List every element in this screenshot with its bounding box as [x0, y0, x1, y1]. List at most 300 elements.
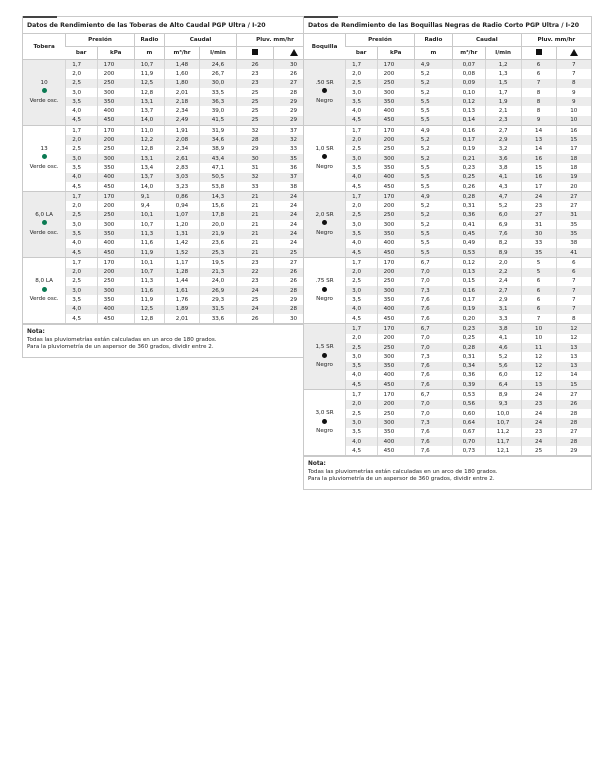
table-cell: 21	[237, 239, 274, 248]
table-cell: 0,25	[453, 173, 486, 182]
table-row	[304, 390, 591, 400]
table-cell: 7,6	[414, 305, 452, 314]
table-cell: 31	[237, 163, 274, 172]
table-note	[23, 324, 313, 356]
table-cell: 33,5	[199, 88, 236, 97]
table-cell: 6,9	[485, 220, 521, 229]
nozzle-name: 13	[40, 145, 48, 152]
table-cell: 4,0	[346, 305, 378, 314]
unit-lmin: l/min	[199, 47, 236, 60]
table-row	[304, 409, 591, 418]
table-cell: 12,8	[134, 314, 164, 324]
table-cell: 31	[521, 220, 556, 229]
table-cell: 300	[97, 286, 134, 295]
nozzle-name: .75 SR	[315, 278, 334, 285]
table-cell: 450	[97, 116, 134, 126]
table-cell: 4,0	[66, 173, 97, 182]
table-cell: 43,4	[199, 154, 236, 163]
flow-header: Caudal	[453, 34, 522, 47]
table-cell: 300	[97, 88, 134, 97]
table-cell: 12,8	[134, 145, 164, 154]
table-row	[304, 116, 591, 126]
unit-kpa: kPa	[377, 47, 414, 60]
table-cell: 2,5	[66, 277, 97, 286]
table-cell: 12	[521, 371, 556, 380]
table-cell: 300	[377, 154, 414, 163]
table-cell: 29	[274, 97, 313, 106]
table-row	[304, 428, 591, 437]
table-cell: 7	[556, 305, 591, 314]
note-line: Todas las pluviometrías están calculadas en un arco de 180 grados.	[308, 468, 498, 475]
nozzle-color-dot-icon	[42, 154, 47, 159]
table-cell: 1,31	[165, 229, 200, 238]
nozzle-color-dot-icon	[42, 287, 47, 292]
triangle-icon	[570, 49, 578, 56]
nozzle-color-dot-icon	[42, 88, 47, 93]
table-cell: 2,18	[165, 97, 200, 106]
nozzle-model-cell	[304, 258, 346, 324]
table-cell: 6	[521, 295, 556, 304]
table-cell: 23	[237, 79, 274, 88]
table-row	[23, 173, 313, 182]
table-cell: 12,8	[134, 88, 164, 97]
table-cell: 3,8	[485, 324, 521, 334]
table-cell: 7,6	[414, 437, 452, 446]
table-cell: 350	[377, 97, 414, 106]
table-row	[23, 135, 313, 144]
table-cell: 2,61	[165, 154, 200, 163]
table-cell: 11,9	[134, 248, 164, 258]
table-cell: 350	[377, 362, 414, 371]
table-cell: 2,0	[346, 334, 378, 343]
table-cell: 4,5	[346, 380, 378, 390]
nozzle-name: 1,5 SR	[315, 344, 334, 351]
table-cell: 4,0	[346, 437, 378, 446]
table-cell: 300	[97, 154, 134, 163]
table-cell: 16	[521, 154, 556, 163]
table-cell: 2,0	[66, 268, 97, 277]
table-cell: 13	[556, 352, 591, 361]
table-row	[304, 248, 591, 258]
table-cell: 3,03	[165, 173, 200, 182]
table-cell: 0,49	[453, 239, 486, 248]
table-cell: 23	[521, 428, 556, 437]
table-cell: 30	[274, 314, 313, 324]
nozzle-color-dot-wrap	[304, 219, 345, 230]
table-cell: 5,5	[414, 229, 452, 238]
table-cell: 2,5	[346, 145, 378, 154]
table-cell: 1,28	[165, 268, 200, 277]
table-cell: 0,94	[165, 201, 200, 210]
table-cell: 450	[377, 446, 414, 456]
table-cell: 11,2	[485, 428, 521, 437]
table-cell: 0,28	[453, 343, 486, 352]
table-cell: 13	[556, 343, 591, 352]
table-cell: 6,4	[485, 380, 521, 390]
table-cell: 13	[556, 362, 591, 371]
table-cell: 53,8	[199, 182, 236, 192]
nozzle-color-dot-wrap	[304, 418, 345, 429]
table-cell: 0,23	[453, 163, 486, 172]
table-row	[304, 418, 591, 427]
table-cell: 7,0	[414, 400, 452, 409]
nozzle-color-dot-wrap	[304, 352, 345, 363]
table-row	[304, 211, 591, 220]
table-cell: 27	[556, 390, 591, 400]
table-cell: 28	[274, 88, 313, 97]
nozzle-model-cell	[304, 60, 346, 126]
table-cell: 2,2	[485, 268, 521, 277]
table-cell: 21	[237, 229, 274, 238]
table-cell: 8	[556, 314, 591, 324]
table-cell: 7	[556, 60, 591, 70]
table-row	[23, 277, 313, 286]
table-cell: 200	[97, 268, 134, 277]
table-cell: 1,5	[485, 79, 521, 88]
table-cell: 6,7	[414, 390, 452, 400]
table-cell: 300	[97, 220, 134, 229]
table-cell: 0,16	[453, 126, 486, 136]
table-cell: 200	[377, 334, 414, 343]
table-cell: 14,0	[134, 182, 164, 192]
table-row	[304, 314, 591, 324]
table-cell: 0,23	[453, 324, 486, 334]
table-cell: 250	[377, 343, 414, 352]
note-line: Para la pluviometría de un aspersor de 360 grados, dividir entre 2.	[27, 344, 214, 351]
table-cell: 27	[556, 192, 591, 202]
table-cell: 5,2	[414, 211, 452, 220]
nozzle-model-cell	[304, 390, 346, 456]
table-cell: 7,3	[414, 352, 452, 361]
table-row	[304, 97, 591, 106]
table-cell: 3,0	[346, 352, 378, 361]
unit-m: m	[134, 47, 164, 60]
performance-table	[23, 34, 313, 324]
table-cell: 4,5	[66, 314, 97, 324]
table-cell: 17,8	[199, 211, 236, 220]
table-cell: 7,3	[414, 418, 452, 427]
table-cell: 7,6	[414, 371, 452, 380]
units-row	[304, 47, 591, 60]
table-cell: 14	[556, 371, 591, 380]
title-accent-rule	[23, 16, 57, 18]
table-cell: 21	[237, 248, 274, 258]
table-cell: 10,7	[134, 220, 164, 229]
table-cell: 2,5	[346, 343, 378, 352]
note-title: Nota:	[308, 461, 326, 468]
table-row	[23, 248, 313, 258]
table-cell: 170	[377, 258, 414, 268]
square-spacing-header	[521, 47, 556, 60]
table-cell: 1,44	[165, 277, 200, 286]
table-cell: 350	[377, 295, 414, 304]
table-cell: 0,15	[453, 277, 486, 286]
table-cell: 25	[274, 248, 313, 258]
nozzle-color-label: Negro	[316, 428, 333, 435]
table-cell: 6,7	[414, 324, 452, 334]
table-cell: 3,1	[485, 305, 521, 314]
table-row	[304, 220, 591, 229]
table-cell: 5,5	[414, 163, 452, 172]
table-cell: 8,2	[485, 239, 521, 248]
table-row	[23, 60, 313, 70]
table-cell: 50,5	[199, 173, 236, 182]
table-cell: 7,6	[414, 314, 452, 324]
table-row	[304, 201, 591, 210]
table-row	[304, 334, 591, 343]
table-cell: 450	[97, 182, 134, 192]
table-cell: 27	[521, 211, 556, 220]
table-row	[304, 400, 591, 409]
table-cell: 7,6	[414, 295, 452, 304]
nozzle-color-label: Negro	[316, 362, 333, 369]
table-cell: 350	[377, 428, 414, 437]
table-row	[23, 163, 313, 172]
table-cell: 23	[237, 277, 274, 286]
table-cell: 6,0	[485, 211, 521, 220]
table-cell: 0,19	[453, 305, 486, 314]
table-cell: 6	[556, 268, 591, 277]
table-cell: 3,5	[66, 229, 97, 238]
table-cell: 4,0	[66, 106, 97, 115]
table-cell: 12	[521, 362, 556, 371]
table-cell: 28	[556, 418, 591, 427]
table-cell: 450	[377, 314, 414, 324]
table-cell: 9	[521, 116, 556, 126]
table-cell: 20	[556, 182, 591, 192]
table-cell: 2,0	[66, 201, 97, 210]
table-cell: 26	[237, 60, 274, 70]
table-cell: 24	[521, 390, 556, 400]
table-cell: 3,5	[66, 163, 97, 172]
table-cell: 5,2	[485, 352, 521, 361]
table-row	[304, 305, 591, 314]
table-cell: 1,80	[165, 79, 200, 88]
table-row	[304, 437, 591, 446]
nozzle-color-label: Verde osc.	[29, 229, 59, 236]
unit-bar: bar	[346, 47, 378, 60]
table-cell: 8	[521, 97, 556, 106]
table-cell: 3,6	[485, 154, 521, 163]
unit-m3: m³/hr	[453, 47, 486, 60]
table-cell: 3,8	[485, 163, 521, 172]
table-cell: 22	[237, 268, 274, 277]
table-cell: 4,3	[485, 182, 521, 192]
table-cell: 24	[521, 192, 556, 202]
table-cell: 1,07	[165, 211, 200, 220]
table-cell: 24	[274, 229, 313, 238]
header-row	[304, 34, 591, 47]
table-cell: 0,16	[453, 286, 486, 295]
nozzle-name: 2,0 SR	[315, 211, 334, 218]
table-cell: 24	[521, 437, 556, 446]
table-cell: 29	[237, 145, 274, 154]
nozzle-model-cell	[23, 126, 66, 192]
table-cell: 24,6	[199, 60, 236, 70]
table-row	[23, 79, 313, 88]
triangle-icon	[290, 49, 298, 56]
table-cell: 4,5	[346, 446, 378, 456]
table-cell: 7,0	[414, 277, 452, 286]
table-cell: 13,7	[134, 106, 164, 115]
table-cell: 11,3	[134, 277, 164, 286]
table-cell: 3,5	[346, 163, 378, 172]
table-cell: 5	[521, 258, 556, 268]
unit-kpa: kPa	[97, 47, 134, 60]
nozzle-color-dot-icon	[322, 220, 327, 225]
table-cell: 3,0	[346, 154, 378, 163]
table-cell: 1,20	[165, 220, 200, 229]
table-row	[304, 69, 591, 78]
table-cell: 15	[521, 163, 556, 172]
table-cell: 13	[521, 380, 556, 390]
table-note	[304, 456, 591, 488]
table-cell: 8	[556, 79, 591, 88]
table-cell: 250	[97, 211, 134, 220]
table-cell: 200	[377, 201, 414, 210]
table-row	[304, 163, 591, 172]
table-cell: 0,70	[453, 437, 486, 446]
square-spacing-header	[237, 47, 274, 60]
nozzle-color-dot-icon	[322, 287, 327, 292]
table-cell: 10,7	[134, 268, 164, 277]
table-cell: 26,7	[199, 69, 236, 78]
table-cell: 21	[237, 201, 274, 210]
table-cell: 2,01	[165, 314, 200, 324]
table-cell: 200	[377, 400, 414, 409]
table-cell: 250	[377, 409, 414, 418]
table-cell: 8	[521, 106, 556, 115]
table-cell: 9	[556, 88, 591, 97]
table-cell: 23	[521, 400, 556, 409]
table-cell: 1,7	[346, 324, 378, 334]
table-cell: 7,0	[414, 268, 452, 277]
unit-lmin: l/min	[485, 47, 521, 60]
square-icon	[536, 49, 542, 55]
table-cell: 0,25	[453, 334, 486, 343]
table-row	[23, 201, 313, 210]
table-cell: 47,1	[199, 163, 236, 172]
table-cell: 38	[274, 182, 313, 192]
table-cell: 12	[556, 334, 591, 343]
table-cell: 13,1	[134, 97, 164, 106]
table-cell: 4,9	[414, 60, 452, 70]
table-cell: 0,45	[453, 229, 486, 238]
table-cell: 2,5	[346, 409, 378, 418]
table-cell: 19	[556, 173, 591, 182]
table-cell: 1,48	[165, 60, 200, 70]
table-row	[304, 182, 591, 192]
table-cell: 0,31	[453, 201, 486, 210]
table-cell: 0,41	[453, 220, 486, 229]
table-cell: 10,7	[134, 60, 164, 70]
table-row	[23, 268, 313, 277]
table-cell: 5,5	[414, 106, 452, 115]
table-cell: 3,0	[346, 418, 378, 427]
table-cell: 1,7	[346, 60, 378, 70]
table-cell: 28	[274, 305, 313, 314]
nozzle-color-label: Negro	[316, 163, 333, 170]
table-cell: 250	[97, 145, 134, 154]
table-cell: 36	[274, 163, 313, 172]
table-cell: 250	[377, 211, 414, 220]
nozzle-color-label: Negro	[316, 229, 333, 236]
table-cell: 9	[556, 97, 591, 106]
table-cell: 170	[377, 126, 414, 136]
table-cell: 27	[274, 79, 313, 88]
table-cell: 450	[377, 182, 414, 192]
table-cell: 26	[274, 277, 313, 286]
table-cell: 24,0	[199, 277, 236, 286]
table-cell: 450	[97, 314, 134, 324]
table-cell: 2,9	[485, 135, 521, 144]
table-cell: 4,0	[66, 239, 97, 248]
table-cell: 34,6	[199, 135, 236, 144]
table-cell: 1,3	[485, 69, 521, 78]
table-cell: 200	[377, 69, 414, 78]
table-cell: 1,17	[165, 258, 200, 268]
table-row	[304, 286, 591, 295]
table-cell: 0,14	[453, 116, 486, 126]
performance-table	[304, 34, 591, 456]
table-cell: 14	[521, 145, 556, 154]
table-cell: 10,7	[485, 418, 521, 427]
table-cell: 28	[556, 409, 591, 418]
table-cell: 300	[377, 220, 414, 229]
table-cell: 28	[237, 135, 274, 144]
table-row	[304, 145, 591, 154]
table-cell: 30,0	[199, 79, 236, 88]
table-cell: 450	[377, 248, 414, 258]
pressure-header: Presión	[66, 34, 135, 47]
table-cell: 0,13	[453, 106, 486, 115]
nozzle-name: .50 SR	[315, 79, 334, 86]
table-cell: 170	[97, 60, 134, 70]
table-cell: 4,0	[346, 371, 378, 380]
table-cell: 350	[97, 229, 134, 238]
table-cell: 11,0	[134, 126, 164, 136]
table-cell: 0,19	[453, 145, 486, 154]
nozzle-color-dot-wrap	[23, 87, 65, 98]
note-title: Nota:	[27, 329, 45, 336]
model-header: Tobera	[23, 34, 66, 60]
table-cell: 3,0	[66, 88, 97, 97]
table-cell: 2,49	[165, 116, 200, 126]
table-cell: 7,3	[414, 286, 452, 295]
table-cell: 7,6	[414, 362, 452, 371]
table-cell: 13,1	[134, 154, 164, 163]
table-cell: 300	[377, 88, 414, 97]
table-row	[23, 229, 313, 238]
table-cell: 400	[377, 371, 414, 380]
radius-header: Radio	[414, 34, 452, 47]
table-cell: 5,5	[414, 239, 452, 248]
table-cell: 6	[521, 60, 556, 70]
table-row	[23, 88, 313, 97]
table-cell: 24	[521, 409, 556, 418]
table-cell: 28	[274, 286, 313, 295]
table-row	[304, 258, 591, 268]
table-cell: 2,7	[485, 126, 521, 136]
table-cell: 1,7	[346, 390, 378, 400]
table-cell: 1,7	[66, 258, 97, 268]
table-cell: 10,1	[134, 211, 164, 220]
table-cell: 25	[237, 106, 274, 115]
table-cell: 0,13	[453, 268, 486, 277]
nozzle-color-dot-icon	[322, 88, 327, 93]
model-header: Boquilla	[304, 34, 346, 60]
table-cell: 12,1	[485, 446, 521, 456]
